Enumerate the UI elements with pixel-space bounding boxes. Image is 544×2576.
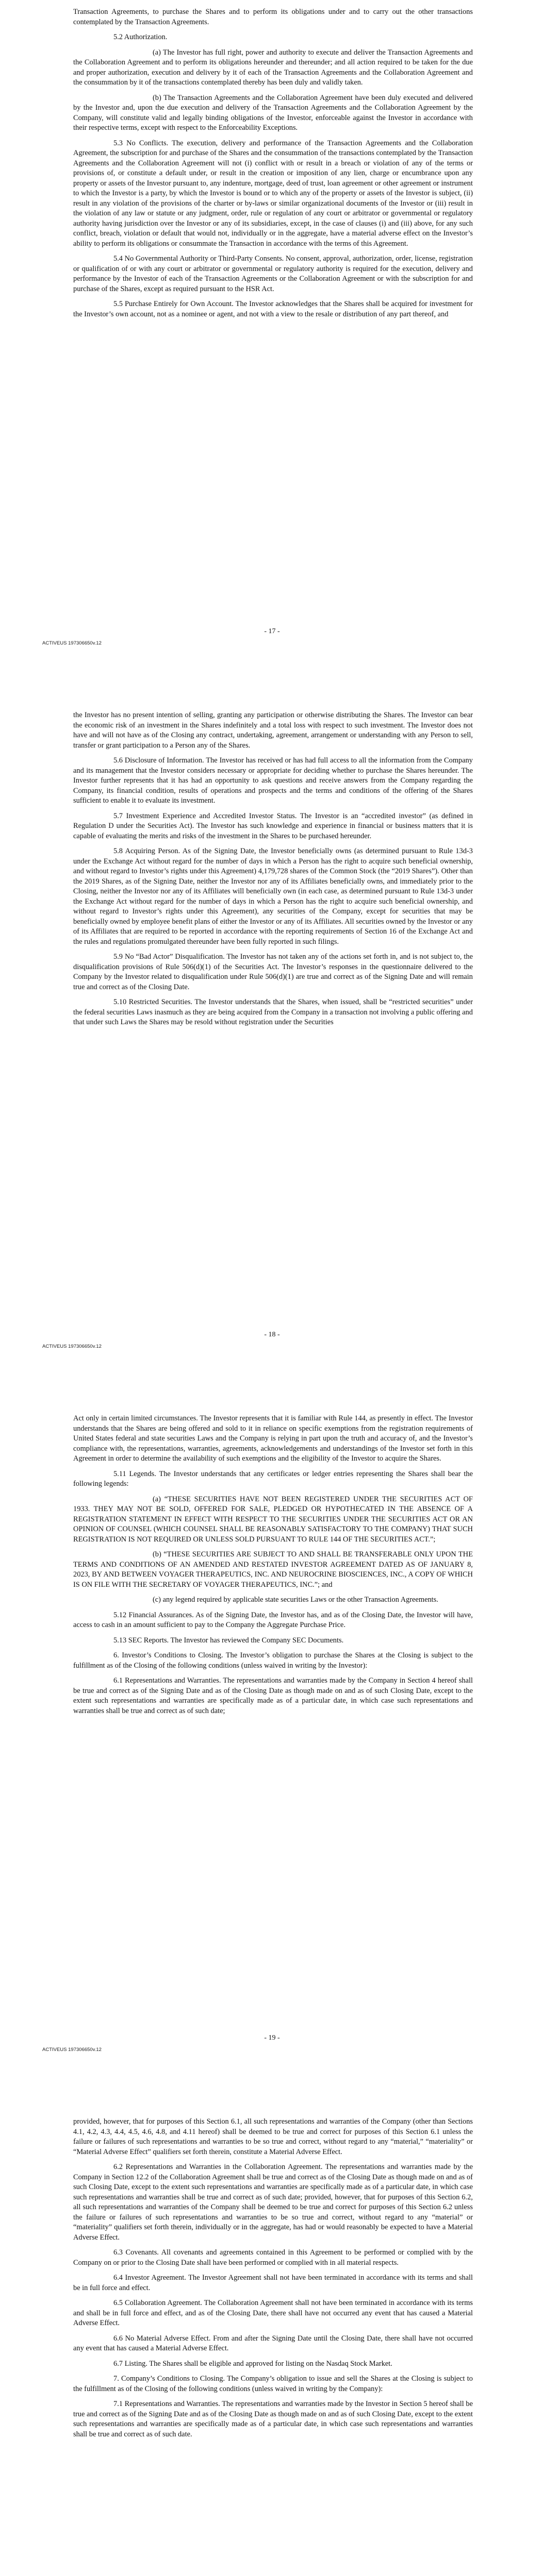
paragraph: Act only in certain limited circumstances. The Investor represents that it is familiar with Rule 144, as presently in effect. The Investor understands that the Shares are being offered and sold to it in reliance on specific exemptions from the registration requirements of United States federal and state securities Laws and the Company is relying in part upon the truth and accuracy of, and the Investor’s compliance with, the representations, warranties, agreements, acknowledgements and understandings of the Investor set forth in this Agreement in order to determine the availability of such exemptions and the eligibility of the Investor to acquire the Shares. bbox=[73, 1414, 473, 1463]
paragraph: 6.1 Representations and Warranties. The representations and warranties made by the Company in Section 4 hereof shall be true and correct as of the Signing Date and as of the Closing Date as though made on and as of such Closing Date, except to the extent such representations and warranties are specifically made as of a particular date, in which case such representations and warranties shall be true and correct as of such date; bbox=[73, 1676, 473, 1715]
page-18 bbox=[0, 703, 544, 1406]
paragraph: 5.4 No Governmental Authority or Third-Party Consents. No consent, approval, authorization, order, license, registration or qualification of or with any court or arbitrator or governmental or regulatory authority is required for the execution, delivery and performance by the Investor of each of the Transaction Agreements or the Collaboration Agreement or with the subscription for and purchase of the Shares, except as required pursuant to the HSR Act. bbox=[73, 255, 473, 293]
paragraph: (b) The Transaction Agreements and the Collaboration Agreement have been duly executed and delivered by the Investor and, upon the due execution and delivery of the Transaction Agreements and the Collaboration Agreement by the Company, will constitute valid and legally binding obligations of the Investor, enforceable against the Investor in accordance with their respective terms, except with respect to the Enforceability Exceptions. bbox=[73, 93, 473, 132]
legend-paragraph: (a) “THESE SECURITIES HAVE NOT BEEN REGISTERED UNDER THE SECURITIES ACT OF 1933. THEY MAY NOT BE SOLD, OFFERED FOR SALE, PLEDGED OR HYPOTHECATED IN THE ABSENCE OF A REGISTRATION STATEMENT IN EFFECT WITH RESPECT TO THE SECURITIES UNDER THE SECURITIES ACT OR AN OPINION OF COUNSEL (WHICH COUNSEL SHALL BE REASONABLY SATISFACTORY TO THE COMPANY) THAT SUCH REGISTRATION IS NOT REQUIRED OR UNLESS SOLD PURSUANT TO RULE 144 OF THE SECURITIES ACT.”; bbox=[73, 1495, 473, 1544]
paragraph: 7.1 Representations and Warranties. The representations and warranties made by the Investor in Section 5 hereof shall be true and correct as of the Signing Date and as of the Closing Date as though made on and as of such Closing Date, except to the extent such representations and warranties are specifically made as of a particular date, in which case such representations and warranties shall be true and correct as of such date. bbox=[73, 2400, 473, 2438]
footer-doc-id: ACTIVEUS 197306650v.12 bbox=[42, 1344, 102, 1349]
page-body bbox=[73, 7, 473, 325]
page-19 bbox=[0, 1406, 544, 2110]
footer-doc-id: ACTIVEUS 197306650v.12 bbox=[42, 2047, 102, 2053]
page-number: - 17 - bbox=[264, 628, 280, 635]
paragraph: 6.3 Covenants. All covenants and agreements contained in this Agreement to be performed or complied with by the Company on or prior to the Closing Date shall have been performed or complied with in all material respects. bbox=[73, 2248, 473, 2267]
paragraph: 5.9 No “Bad Actor” Disqualification. The Investor has not taken any of the actions set forth in, and is not subject to, the disqualification provisions of Rule 506(d)(1) of the Securities Act. The Investor’s responses in the questionnaire delivered to the Company by the Investor related to disqualification under Rule 506(d)(1) are true and correct as of the Signing Date and will remain true and correct as of the Closing Date. bbox=[73, 953, 473, 991]
paragraph: 5.5 Purchase Entirely for Own Account. The Investor acknowledges that the Shares shall be acquired for investment for the Investor’s own account, not as a nominee or agent, and not with a view to the resale or distribution of any part thereof, and bbox=[73, 300, 473, 318]
page-20 bbox=[0, 2110, 544, 2576]
page-body bbox=[73, 2117, 473, 2445]
paragraph: 6.5 Collaboration Agreement. The Collaboration Agreement shall not have been terminated in accordance with its terms and shall be in full force and effect, and as of the Closing Date, there shall have not occurred any event that has caused a Material Adverse Effect. bbox=[73, 2299, 473, 2327]
paragraph: (a) The Investor has full right, power and authority to execute and deliver the Transaction Agreements and the Collaboration Agreement and to perform its obligations hereunder and thereunder; and all action required to be taken for the due and proper authorization, execution and delivery by it of each of the Transaction Agreements and the Collaboration Agreement and the consummation by it of the transactions contemplated thereby has been duly and validly taken. bbox=[73, 48, 473, 87]
page-body bbox=[73, 710, 473, 1033]
page-17 bbox=[0, 0, 544, 703]
paragraph: 5.6 Disclosure of Information. The Investor has received or has had full access to all the information from the Company and its management that the Investor considers necessary or appropriate for deciding whether to purchase the Shares hereunder. The Investor further represents that it has had an opportunity to ask questions and receive answers from the Company regarding the Company, its financial condition, results of operations and prospects and the terms and conditions of the offering of the Shares sufficient to enable it to evaluate its investment. bbox=[73, 756, 473, 805]
paragraph: 6.7 Listing. The Shares shall be eligible and approved for listing on the Nasdaq Stock Market. bbox=[113, 2359, 392, 2368]
legend-paragraph: (c) any legend required by applicable state securities Laws or the other Transaction Agreements. bbox=[153, 1596, 438, 1604]
paragraph: 6.6 No Material Adverse Effect. From and after the Signing Date until the Closing Date, there shall have not occurred any event that has caused a Material Adverse Effect. bbox=[73, 2334, 473, 2352]
paragraph: the Investor has no present intention of selling, granting any participation or otherwise distributing the Shares. The Investor can bear the economic risk of an investment in the Shares indefinitely and a total loss with respect to such investment. The Investor does not have and will not have as of the Closing any contract, undertaking, agreement, arrangement or understanding with any Person to sell, transfer or grant participation to a Person any of the Shares. bbox=[73, 711, 473, 750]
paragraph: 5.3 No Conflicts. The execution, delivery and performance of the Transaction Agreements and the Collaboration Agreement, the subscription for and purchase of the Shares and the consummation of the transactions contemplated by the Transaction Agreements and the Collaboration Agreement will not (i) conflict with or result in a breach or violation of any of the terms or provisions of, or constitute a default under, or result in the creation or imposition of any lien, charge or encumbrance upon any property or assets of the Investor pursuant to, any indenture, mortgage, deed of trust, loan agreement or other agreement or instrument to which the Investor is a party, by which the Investor is bound or to which any of the property or assets of the Investor is subject, (ii) result in any violation of the provisions of the charter or by-laws or similar organizational documents of the Investor or (iii) result in the violation of any law or statute or any judgment, order, rule or regulation of any court or arbitrator or governmental or regulatory authority having jurisdiction over the Investor or any of its subsidiaries, except, in the case of clauses (i) and (iii) above, for any such conflict, breach, violation or default that would not, individually or in the aggregate, have a material adverse effect on the Investor’s ability to perform its obligations or consummate the Transaction in accordance with the terms of this Agreement. bbox=[73, 139, 473, 248]
paragraph: 5.11 Legends. The Investor understands that any certificates or ledger entries representing the Shares shall bear the following legends: bbox=[73, 1469, 473, 1488]
paragraph: 5.13 SEC Reports. The Investor has reviewed the Company SEC Documents. bbox=[113, 1636, 344, 1645]
page-number: - 19 - bbox=[264, 2034, 280, 2042]
paragraph: 5.10 Restricted Securities. The Investor understands that the Shares, when issued, shall be “restricted securities” under the federal securities Laws inasmuch as they are being acquired from the Company in a transaction not involving a public offering and that under such Laws the Shares may be resold without registration under the Securities bbox=[73, 998, 473, 1026]
paragraph: 6. Investor’s Conditions to Closing. The Investor’s obligation to purchase the Shares at the Closing is subject to the fulfillment as of the Closing of the following conditions (unless waived in writing by the Investor): bbox=[73, 1651, 473, 1670]
paragraph: Transaction Agreements, to purchase the Shares and to perform its obligations under and to carry out the other transactions contemplated by the Transaction Agreements. bbox=[73, 8, 473, 26]
page-body bbox=[73, 1414, 473, 1721]
page-number: - 18 - bbox=[264, 1331, 280, 1338]
paragraph: 5.8 Acquiring Person. As of the Signing Date, the Investor beneficially owns (as determined pursuant to Rule 13d-3 under the Exchange Act without regard for the number of days in which a Person has the right to acquire such beneficial ownership, and without regard to Investor’s rights under this Agreement) 4,179,728 shares of the Common Stock (the “2019 Shares”). Other than the 2019 Shares, as of the Signing Date, neither the Investor nor any of its Affiliates beneficially owns, and immediately prior to the Closing, neither the Investor nor any of its Affiliates will beneficially own (in each case, as determined pursuant to Rule 13d-3 under the Exchange Act without regard for the number of days in which a Person has the right to acquire such beneficial ownership, and without regard to Investor’s rights under this Agreement), any securities of the Company, except for securities that may be beneficially owned by employee benefit plans of either the Investor or any of its Affiliates. All securities owned by the Investor or any of its Affiliates that are required to be reported in accordance with the reporting requirements of Section 16 of the Exchange Act and the rules and regulations promulgated thereunder have been fully reported in such filings. bbox=[73, 847, 473, 946]
paragraph: 5.12 Financial Assurances. As of the Signing Date, the Investor has, and as of the Closing Date, the Investor will have, access to cash in an amount sufficient to pay to the Company the Aggregate Purchase Price. bbox=[73, 1611, 473, 1629]
section-heading: 5.2 Authorization. bbox=[113, 33, 168, 41]
legend-paragraph: (b) “THESE SECURITIES ARE SUBJECT TO AND SHALL BE TRANSFERABLE ONLY UPON THE TERMS AND CONDITIONS OF AN AMENDED AND RESTATED INVESTOR AGREEMENT DATED AS OF JANUARY 8, 2023, BY AND BETWEEN VOYAGER THERAPEUTICS, INC. AND NEUROCRINE BIOSCIENCES, INC., A COPY OF WHICH IS ON FILE WITH THE SECRETARY OF VOYAGER THERAPEUTICS, INC.”; and bbox=[73, 1550, 473, 1589]
paragraph: 5.7 Investment Experience and Accredited Investor Status. The Investor is an “accredited investor” (as defined in Regulation D under the Securities Act). The Investor has such knowledge and experience in financial or business matters that it is capable of evaluating the merits and risks of the investment in the Shares to be purchased hereunder. bbox=[73, 811, 473, 840]
footer-doc-id: ACTIVEUS 197306650v.12 bbox=[42, 640, 102, 646]
paragraph: 6.2 Representations and Warranties in the Collaboration Agreement. The representations and warranties made by the Company in Section 12.2 of the Collaboration Agreement shall be true and correct as of the Closing Date as though made on and as of such Closing Date, except to the extent such representations and warranties are specifically made as of a particular date, in which case such representations and warranties shall be true and correct as of such date; provided, however, that for purposes of this Section 6.2, all such representations and warranties of the Company shall be deemed to be true and correct for purposes of this Section 6.2 unless the failure or failures of such representations and warranties to be so true and correct, without regard to any “material” or “materiality” qualifiers set forth therein, individually or in the aggregate, has had or would reasonably be expected to have a Material Adverse Effect. bbox=[73, 2163, 473, 2242]
paragraph: provided, however, that for purposes of this Section 6.1, all such representations and warranties of the Company (other than Sections 4.1, 4.2, 4.3, 4.4, 4.5, 4.6, 4.8, and 4.11 hereof) shall be deemed to be true and correct for purposes of this Section 6.1 unless the failure or failures of such representations and warranties to be so true and correct, without regard to any “material,” “materiality” or “Material Adverse Effect” qualifiers set forth therein, constitute a Material Adverse Effect. bbox=[73, 2117, 473, 2156]
paragraph: 6.4 Investor Agreement. The Investor Agreement shall not have been terminated in accordance with its terms and shall be in full force and effect. bbox=[73, 2274, 473, 2292]
paragraph: 7. Company’s Conditions to Closing. The Company’s obligation to issue and sell the Shares at the Closing is subject to the fulfillment as of the Closing of the following conditions (unless waived in writing by the Company): bbox=[73, 2375, 473, 2393]
